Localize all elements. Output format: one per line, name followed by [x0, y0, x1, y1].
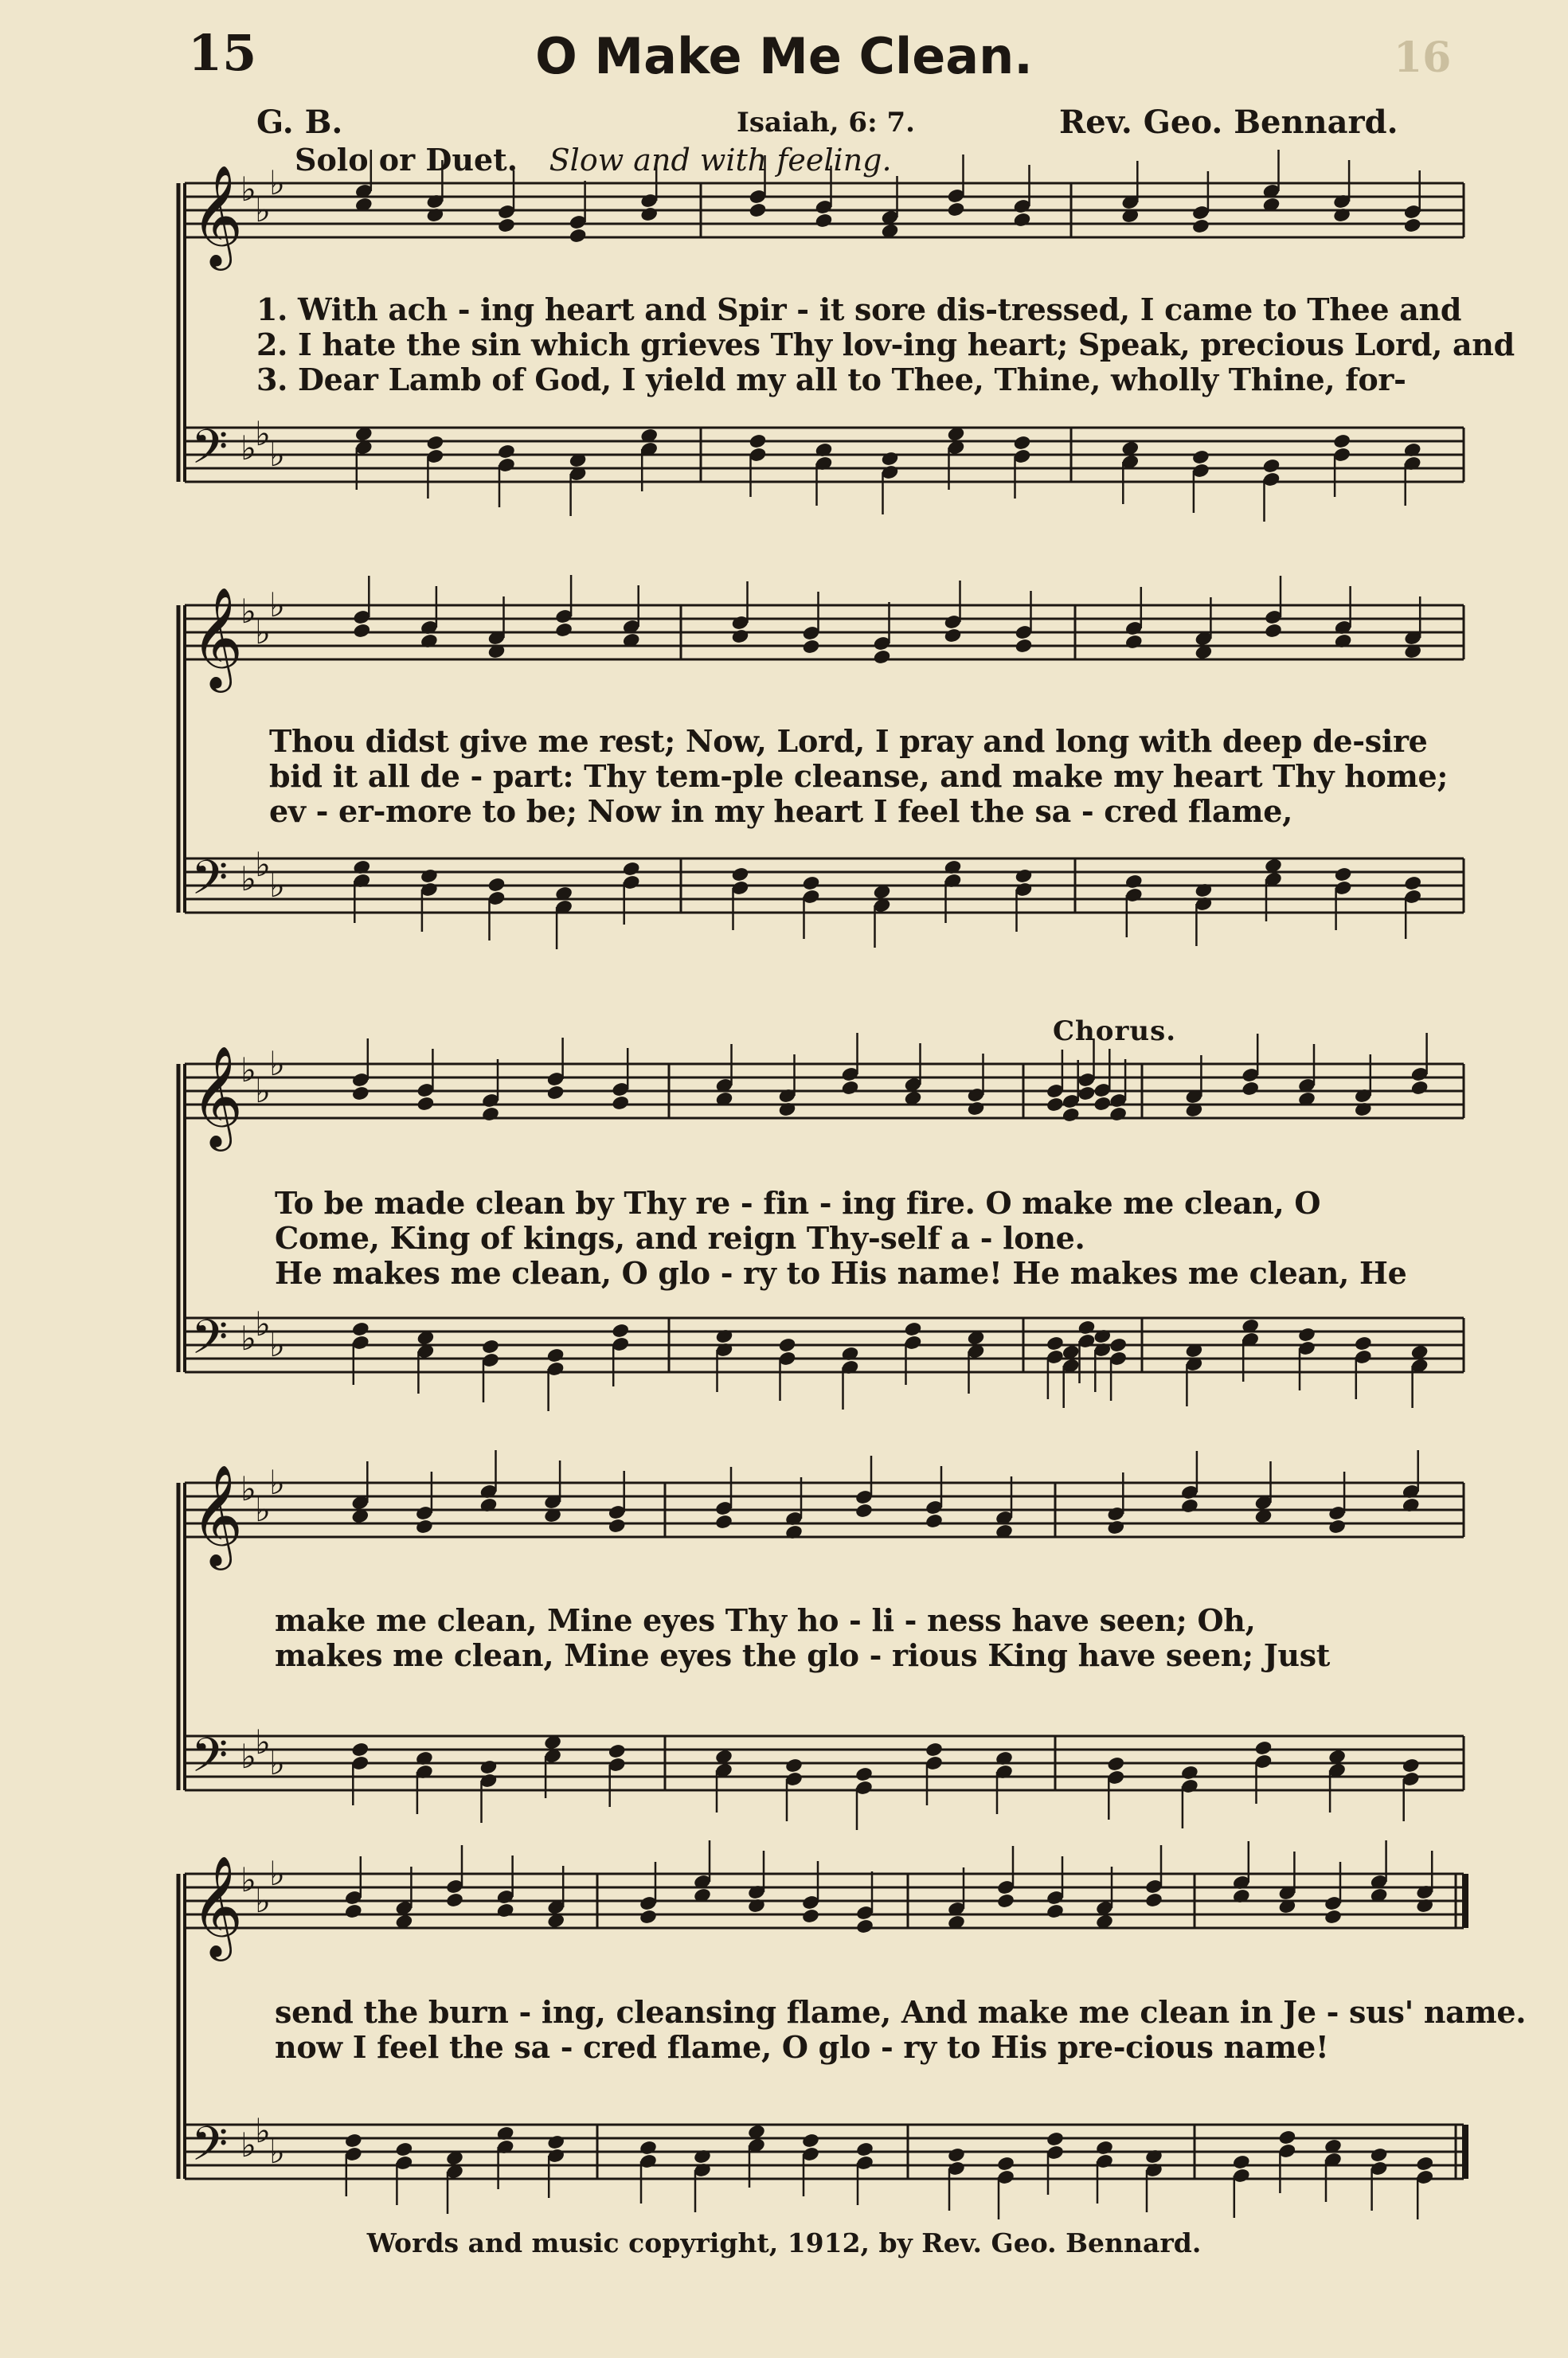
note-head: [784, 1758, 804, 1774]
scripture-reference: Isaiah, 6: 7.: [737, 107, 915, 139]
note-head: [1332, 433, 1351, 450]
note-head: [749, 202, 768, 219]
note-head: [854, 1766, 874, 1783]
key-signature-flat-icon: ♭: [240, 1319, 256, 1358]
treble-clef-icon: 𝄞: [191, 1045, 244, 1147]
note-head: [1106, 1519, 1125, 1536]
note-head: [1403, 875, 1422, 892]
key-signature-flat-icon: ♭: [269, 1325, 285, 1364]
lyric-line: 3. Dear Lamb of God, I yield my all to Thee, Thine, wholly Thine, for-: [256, 362, 1406, 397]
note-head: [1093, 1096, 1112, 1113]
lyric-line: 2. I hate the sin which grieves Thy lov-ing heart; Speak, precious Lord, and: [256, 327, 1515, 362]
note-head: [554, 622, 573, 639]
note-head: [904, 1321, 923, 1338]
lyric-line: bid it all de - part: Thy tem-ple cleanse, and make my heart Thy home;: [269, 758, 1449, 794]
note-head: [1324, 1909, 1343, 1926]
note-head: [1264, 623, 1283, 639]
lyric-line: ev - er-more to be; Now in my heart I feel the sa - cred flame,: [269, 793, 1293, 829]
note-head: [802, 639, 821, 655]
lyric-line: send the burn - ing, cleansing flame, And make me clean in Je - sus' name.: [275, 1994, 1527, 2030]
note-head: [996, 1893, 1015, 1910]
key-signature-flat-icon: ♭: [255, 1490, 271, 1529]
note-head: [855, 2141, 874, 2158]
note-head: [1046, 1097, 1065, 1113]
key-signature-flat-icon: ♭: [255, 1723, 271, 1762]
note-head: [778, 1337, 797, 1354]
bass-clef-icon: 𝄢: [191, 419, 229, 486]
note-head: [996, 2156, 1015, 2172]
key-signature-flat-icon: ♭: [240, 2125, 256, 2164]
note-head: [352, 623, 371, 639]
note-head: [1354, 1335, 1373, 1352]
note-head: [481, 1106, 500, 1123]
note-head: [855, 1918, 874, 1935]
note-head: [1013, 212, 1032, 229]
key-signature-flat-icon: ♭: [240, 170, 256, 209]
treble-clef-icon: 𝄞: [191, 164, 244, 266]
note-head: [1277, 2129, 1296, 2146]
note-head: [1046, 2131, 1065, 2148]
lyric-line: make me clean, Mine eyes Thy ho - li - ness have seen; Oh,: [275, 1602, 1256, 1638]
note-head: [639, 1909, 658, 1926]
note-head: [639, 206, 659, 223]
note-head: [344, 2133, 363, 2149]
key-signature-flat-icon: ♭: [240, 1469, 256, 1508]
key-signature-flat-icon: ♭: [255, 1881, 271, 1920]
key-signature-flat-icon: ♭: [255, 1304, 271, 1343]
note-head: [445, 1892, 464, 1909]
note-head: [947, 201, 966, 218]
note-head: [351, 1085, 370, 1102]
key-signature-flat-icon: ♭: [269, 1854, 285, 1893]
hymn-title: O Make Me Clean.: [535, 27, 1033, 85]
note-head: [1046, 1335, 1065, 1352]
key-signature-flat-icon: ♭: [269, 163, 285, 202]
note-head: [1124, 634, 1144, 651]
note-head: [1262, 458, 1281, 475]
note-head: [1077, 1085, 1097, 1102]
note-head: [351, 1321, 370, 1338]
note-head: [947, 2147, 966, 2164]
note-head: [714, 1514, 733, 1531]
note-head: [622, 861, 641, 878]
key-signature-flat-icon: ♭: [255, 2111, 271, 2150]
key-signature-flat-icon: ♭: [240, 859, 256, 898]
bass-clef-icon: 𝄢: [191, 2116, 229, 2183]
hymn-number: 15: [188, 24, 257, 82]
note-head: [1015, 868, 1034, 885]
note-head: [925, 1513, 944, 1530]
key-signature-flat-icon: ♭: [255, 190, 271, 229]
key-signature-flat-icon: ♭: [240, 428, 256, 467]
treble-clef-icon: 𝄞: [191, 1464, 244, 1566]
key-signature-flat-icon: ♭: [240, 1050, 256, 1089]
note-head: [497, 444, 516, 460]
note-head: [801, 1908, 820, 1925]
note-head: [801, 2133, 820, 2149]
note-head: [1095, 2140, 1114, 2157]
note-head: [944, 628, 963, 644]
composer-initials: G. B.: [256, 104, 343, 141]
chorus-label: Chorus.: [1053, 1015, 1177, 1047]
note-head: [1015, 638, 1034, 655]
lyric-line: 1. With ach - ing heart and Spir - it sore dis-tressed, I came to Thee and: [256, 291, 1462, 327]
key-signature-flat-icon: ♭: [269, 1743, 285, 1782]
note-head: [1232, 2154, 1251, 2171]
key-signature-flat-icon: ♭: [255, 414, 271, 453]
note-head: [1013, 435, 1032, 452]
copyright-notice: Words and music copyright, 1912, by Rev. Geo. Bennard.: [366, 2227, 1202, 2258]
lyric-line: makes me clean, Mine eyes the glo - rious King have seen; Just: [275, 1637, 1331, 1673]
note-head: [479, 1759, 499, 1776]
note-head: [1062, 1107, 1081, 1124]
note-head: [1403, 217, 1422, 234]
key-signature-flat-icon: ♭: [269, 1044, 285, 1083]
note-head: [608, 1518, 627, 1535]
note-head: [731, 866, 750, 883]
note-head: [611, 1095, 630, 1112]
note-head: [1180, 1498, 1199, 1515]
key-signature-flat-icon: ♭: [240, 1737, 256, 1776]
note-head: [1328, 1519, 1347, 1535]
note-head: [1254, 1740, 1273, 1757]
lyric-line: Thou didst give me rest; Now, Lord, I pray and long with deep de-sire: [269, 723, 1428, 759]
note-head: [350, 1742, 370, 1758]
note-head: [925, 1742, 944, 1758]
note-head: [487, 877, 506, 894]
key-signature-flat-icon: ♭: [240, 592, 256, 631]
bass-clef-icon: 𝄢: [191, 850, 229, 917]
note-head: [802, 875, 821, 892]
note-head: [344, 1903, 363, 1920]
note-head: [731, 628, 750, 645]
key-signature-flat-icon: ♭: [255, 1071, 271, 1110]
key-signature-flat-icon: ♭: [269, 1463, 285, 1502]
lyric-line: To be made clean by Thy re - fin - ing fire. O make me clean, O: [275, 1185, 1321, 1221]
note-head: [1046, 1903, 1065, 1920]
tempo-marking: Slow and with feeling.: [549, 143, 892, 178]
note-head: [1109, 1106, 1128, 1123]
note-head: [639, 2140, 658, 2157]
note-head: [496, 1902, 515, 1919]
note-head: [1077, 1320, 1097, 1336]
performance-note: Solo or Duet.: [295, 142, 518, 178]
key-signature-flat-icon: ♭: [240, 1860, 256, 1899]
note-head: [1191, 449, 1210, 466]
key-signature-flat-icon: ♭: [269, 585, 285, 624]
lyric-line: He makes me clean, O glo - ry to His name! He makes me clean, He: [275, 1255, 1407, 1291]
note-head: [1241, 1081, 1260, 1097]
note-head: [569, 228, 588, 244]
note-head: [608, 1743, 627, 1760]
key-signature-flat-icon: ♭: [269, 435, 285, 474]
bass-clef-icon: 𝄢: [191, 1727, 229, 1794]
key-signature-flat-icon: ♭: [255, 612, 271, 651]
key-signature-flat-icon: ♭: [269, 2132, 285, 2171]
note-head: [1124, 874, 1144, 890]
note-head: [1297, 1327, 1316, 1343]
note-head: [1191, 218, 1210, 235]
note-head: [1402, 1758, 1421, 1774]
note-head: [854, 1503, 874, 1519]
note-head: [1144, 1892, 1163, 1909]
note-head: [611, 1323, 630, 1339]
note-head: [546, 1347, 565, 1364]
note-head: [546, 1085, 565, 1101]
note-head: [546, 2134, 565, 2151]
note-head: [425, 435, 444, 452]
note-head: [881, 451, 900, 467]
author-credit: Rev. Geo. Bennard.: [1059, 104, 1398, 141]
key-signature-flat-icon: ♭: [255, 845, 271, 884]
note-head: [1109, 1337, 1128, 1354]
note-head: [873, 649, 892, 666]
note-head: [1106, 1756, 1125, 1773]
note-head: [1334, 866, 1353, 883]
note-head: [841, 1080, 860, 1097]
note-head: [415, 1519, 434, 1535]
lyric-line: now I feel the sa - cred flame, O glo - ry to His pre-cious name!: [275, 2029, 1329, 2065]
note-head: [749, 433, 768, 450]
note-head: [497, 217, 516, 234]
bass-clef-icon: 𝄢: [191, 1309, 229, 1376]
note-head: [1370, 2147, 1389, 2164]
bleed-through-page-number: 16: [1394, 33, 1452, 82]
note-head: [967, 1101, 986, 1117]
note-head: [815, 213, 834, 229]
treble-clef-icon: 𝄞: [191, 1855, 244, 1957]
note-head: [1415, 2156, 1434, 2172]
note-head: [416, 1096, 435, 1113]
treble-clef-icon: 𝄞: [191, 586, 244, 688]
note-head: [1180, 1765, 1199, 1781]
lyric-line: Come, King of kings, and reign Thy-self a - lone.: [275, 1220, 1085, 1256]
note-head: [420, 868, 439, 885]
note-head: [1410, 1080, 1429, 1097]
note-head: [394, 2141, 413, 2158]
note-head: [481, 1339, 500, 1355]
key-signature-flat-icon: ♭: [269, 866, 285, 905]
